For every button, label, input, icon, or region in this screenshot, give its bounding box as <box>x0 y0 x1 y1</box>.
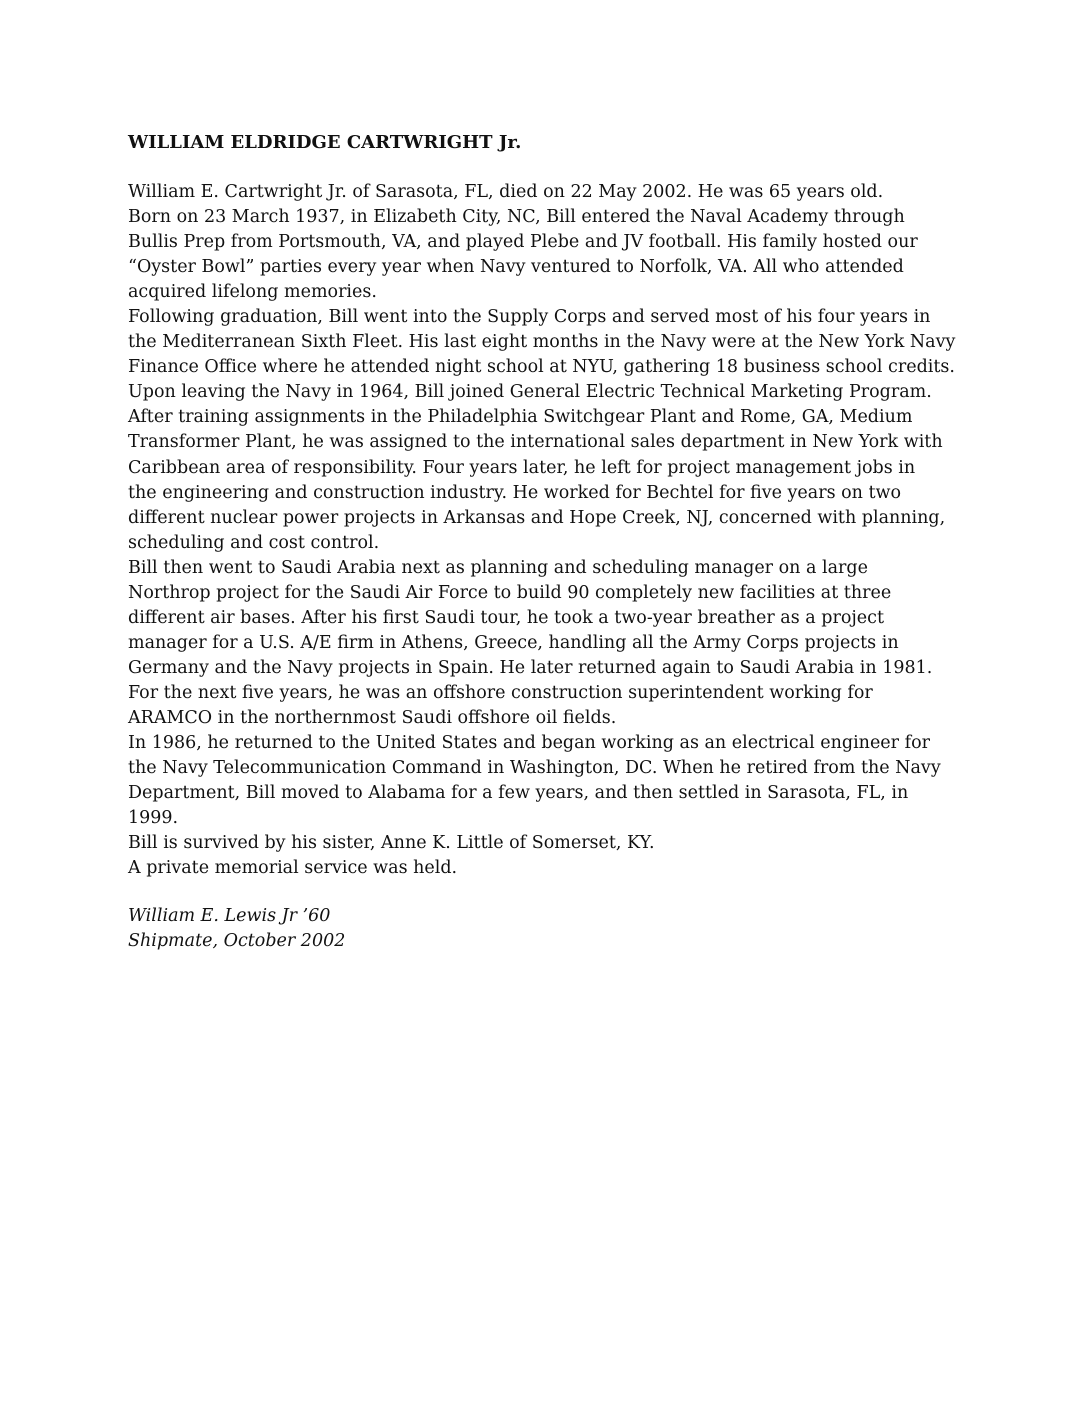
body-line: ARAMCO in the northernmost Saudi offshore oil fields. <box>128 707 617 728</box>
body-line: the Navy Telecommunication Command in Washington, DC. When he retired from the Navy <box>128 758 941 779</box>
body-line: Germany and the Navy projects in Spain. He later returned again to Saudi Arabia in 1981. <box>128 657 933 678</box>
signature-block <box>128 904 345 954</box>
body-line: In 1986, he returned to the United States and began working as an electrical engineer for <box>128 733 930 754</box>
body-line: Bill is survived by his sister, Anne K. Little of Somerset, KY. <box>128 833 655 854</box>
body-line: Transformer Plant, he was assigned to the international sales department in New York with <box>128 432 943 453</box>
body-line: scheduling and cost control. <box>128 532 380 553</box>
obituary-title: WILLIAM ELDRIDGE CARTWRIGHT Jr. <box>128 132 522 153</box>
body-line: Northrop project for the Saudi Air Force to build 90 completely new facilities at three <box>128 582 892 603</box>
body-line: acquired lifelong memories. <box>128 282 377 303</box>
signature-author: William E. Lewis Jr ’60 <box>128 906 331 926</box>
body-line: Department, Bill moved to Alabama for a few years, and then settled in Sarasota, FL, in <box>128 783 909 804</box>
body-line: Born on 23 March 1937, in Elizabeth City, NC, Bill entered the Naval Academy through <box>128 207 905 228</box>
body-line: Bullis Prep from Portsmouth, VA, and played Plebe and JV football. His family hosted our <box>128 232 918 253</box>
body-line: Bill then went to Saudi Arabia next as planning and scheduling manager on a large <box>128 557 868 578</box>
body-line: the Mediterranean Sixth Fleet. His last eight months in the Navy were at the New York Navy <box>128 332 956 353</box>
body-line: manager for a U.S. A/E firm in Athens, Greece, handling all the Army Corps projects in <box>128 632 899 653</box>
body-line: Upon leaving the Navy in 1964, Bill joined General Electric Technical Marketing Program. <box>128 382 932 403</box>
body-line: A private memorial service was held. <box>128 858 458 879</box>
body-line: Caribbean area of responsibility. Four years later, he left for project management jobs in <box>128 457 916 478</box>
body-line: Finance Office where he attended night school at NYU, gathering 18 business school credits. <box>128 357 955 378</box>
body-line: “Oyster Bowl” parties every year when Navy ventured to Norfolk, VA. All who attended <box>128 257 904 278</box>
body-line: Following graduation, Bill went into the Supply Corps and served most of his four years in <box>128 307 931 328</box>
body-line: different air bases. After his first Saudi tour, he took a two-year breather as a project <box>128 607 884 628</box>
body-line: For the next five years, he was an offshore construction superintendent working for <box>128 682 873 703</box>
signature-source: Shipmate, October 2002 <box>128 931 346 951</box>
obituary-body <box>128 180 955 881</box>
body-line: different nuclear power projects in Arkansas and Hope Creek, NJ, concerned with planning, <box>128 507 946 528</box>
body-line: After training assignments in the Philadelphia Switchgear Plant and Rome, GA, Medium <box>128 407 913 428</box>
body-line: 1999. <box>128 808 179 829</box>
body-line: the engineering and construction industry. He worked for Bechtel for five years on two <box>128 482 902 503</box>
body-line: William E. Cartwright Jr. of Sarasota, FL, died on 22 May 2002. He was 65 years old. <box>128 182 884 202</box>
